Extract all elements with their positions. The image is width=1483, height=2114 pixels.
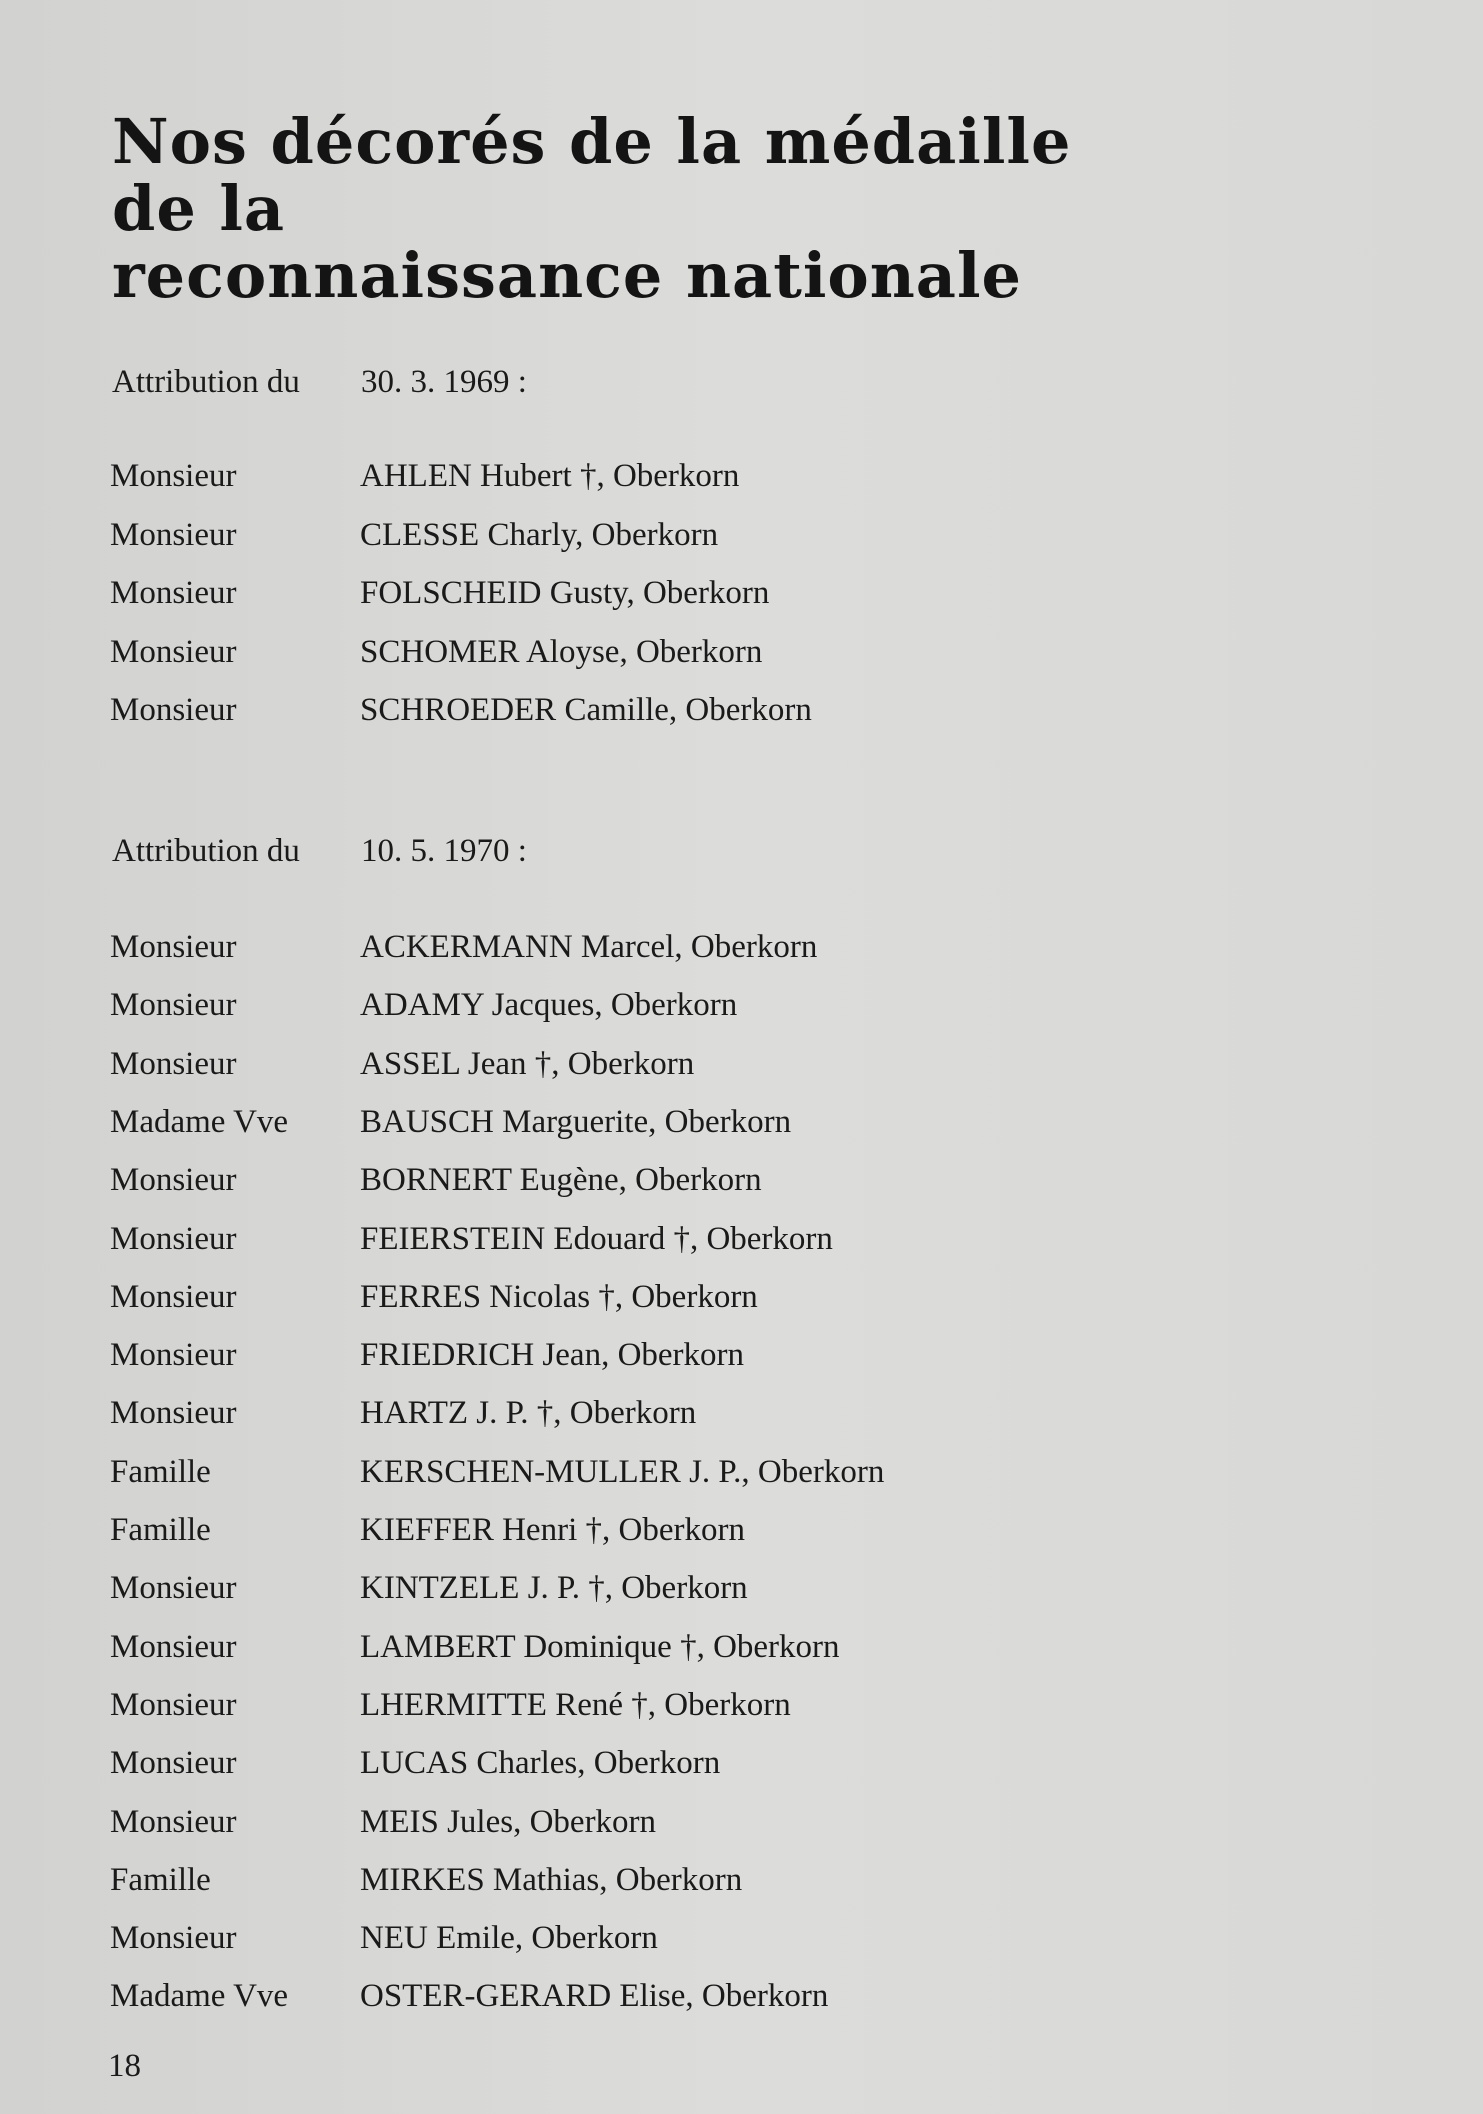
civility: Monsieur bbox=[110, 1745, 237, 1782]
honoree-name: BORNERT Eugène, Oberkorn bbox=[360, 1162, 762, 1199]
honoree-name: LUCAS Charles, Oberkorn bbox=[360, 1745, 721, 1782]
honoree-name: HARTZ J. P. †, Oberkorn bbox=[360, 1395, 697, 1432]
honoree-name: BAUSCH Marguerite, Oberkorn bbox=[360, 1103, 792, 1140]
civility: Monsieur bbox=[110, 1220, 237, 1257]
civility: Monsieur bbox=[110, 1686, 237, 1723]
honoree-name: ADAMY Jacques, Oberkorn bbox=[360, 987, 738, 1024]
honoree-name: SCHROEDER Camille, Oberkorn bbox=[360, 692, 812, 729]
civility: Monsieur bbox=[110, 575, 237, 612]
civility: Monsieur bbox=[110, 516, 237, 553]
honoree-name: SCHOMER Aloyse, Oberkorn bbox=[360, 633, 763, 670]
civility: Monsieur bbox=[110, 987, 237, 1024]
title-line-2: de la bbox=[112, 172, 286, 245]
honoree-name: CLESSE Charly, Oberkorn bbox=[360, 516, 719, 553]
honoree-name: ASSEL Jean †, Oberkorn bbox=[360, 1045, 695, 1082]
title-line-1: Nos décorés de la médaille bbox=[112, 105, 1072, 178]
title-line-3: reconnaissance nationale bbox=[112, 239, 1022, 312]
attribution-label: Attribution du bbox=[112, 833, 300, 869]
civility: Monsieur bbox=[110, 1278, 237, 1315]
civility: Madame Vve bbox=[110, 1103, 289, 1140]
civility: Monsieur bbox=[110, 633, 237, 670]
civility: Monsieur bbox=[110, 1395, 237, 1432]
honoree-name: MEIS Jules, Oberkorn bbox=[360, 1803, 657, 1840]
page-title bbox=[112, 105, 1072, 312]
honoree-name: FERRES Nicolas †, Oberkorn bbox=[360, 1278, 758, 1315]
civility: Monsieur bbox=[110, 458, 237, 494]
civility: Monsieur bbox=[110, 1162, 237, 1199]
civility: Monsieur bbox=[110, 1570, 237, 1607]
attribution-date: 10. 5. 1970 : bbox=[361, 833, 527, 869]
honoree-name: FOLSCHEID Gusty, Oberkorn bbox=[360, 575, 770, 612]
honoree-name: KINTZELE J. P. †, Oberkorn bbox=[360, 1570, 748, 1607]
honoree-name: ACKERMANN Marcel, Oberkorn bbox=[360, 929, 818, 965]
civility: Monsieur bbox=[110, 929, 237, 965]
honoree-name: KERSCHEN-MULLER J. P., Oberkorn bbox=[360, 1453, 885, 1490]
civility: Monsieur bbox=[110, 1920, 237, 1957]
civility: Monsieur bbox=[110, 1045, 237, 1082]
honoree-name: FEIERSTEIN Edouard †, Oberkorn bbox=[360, 1220, 833, 1257]
civility: Monsieur bbox=[110, 692, 237, 729]
civility: Monsieur bbox=[110, 1803, 237, 1840]
civility: Madame Vve bbox=[110, 1978, 289, 2015]
civility: Famille bbox=[110, 1512, 211, 1548]
civility: Monsieur bbox=[110, 1628, 237, 1665]
honoree-name: LHERMITTE René †, Oberkorn bbox=[360, 1686, 791, 1723]
civility: Famille bbox=[110, 1453, 211, 1490]
honoree-name: LAMBERT Dominique †, Oberkorn bbox=[360, 1628, 840, 1665]
civility: Famille bbox=[110, 1861, 211, 1898]
honoree-name: NEU Emile, Oberkorn bbox=[360, 1920, 658, 1957]
attribution-label: Attribution du bbox=[112, 364, 300, 400]
honoree-name: FRIEDRICH Jean, Oberkorn bbox=[360, 1337, 745, 1374]
honoree-name: OSTER-GERARD Elise, Oberkorn bbox=[360, 1978, 829, 2015]
page-number: 18 bbox=[108, 2048, 141, 2084]
honoree-name: KIEFFER Henri †, Oberkorn bbox=[360, 1512, 745, 1548]
civility: Monsieur bbox=[110, 1337, 237, 1374]
honoree-name: AHLEN Hubert †, Oberkorn bbox=[360, 458, 740, 494]
attribution-date: 30. 3. 1969 : bbox=[361, 364, 527, 400]
honoree-name: MIRKES Mathias, Oberkorn bbox=[360, 1861, 743, 1898]
